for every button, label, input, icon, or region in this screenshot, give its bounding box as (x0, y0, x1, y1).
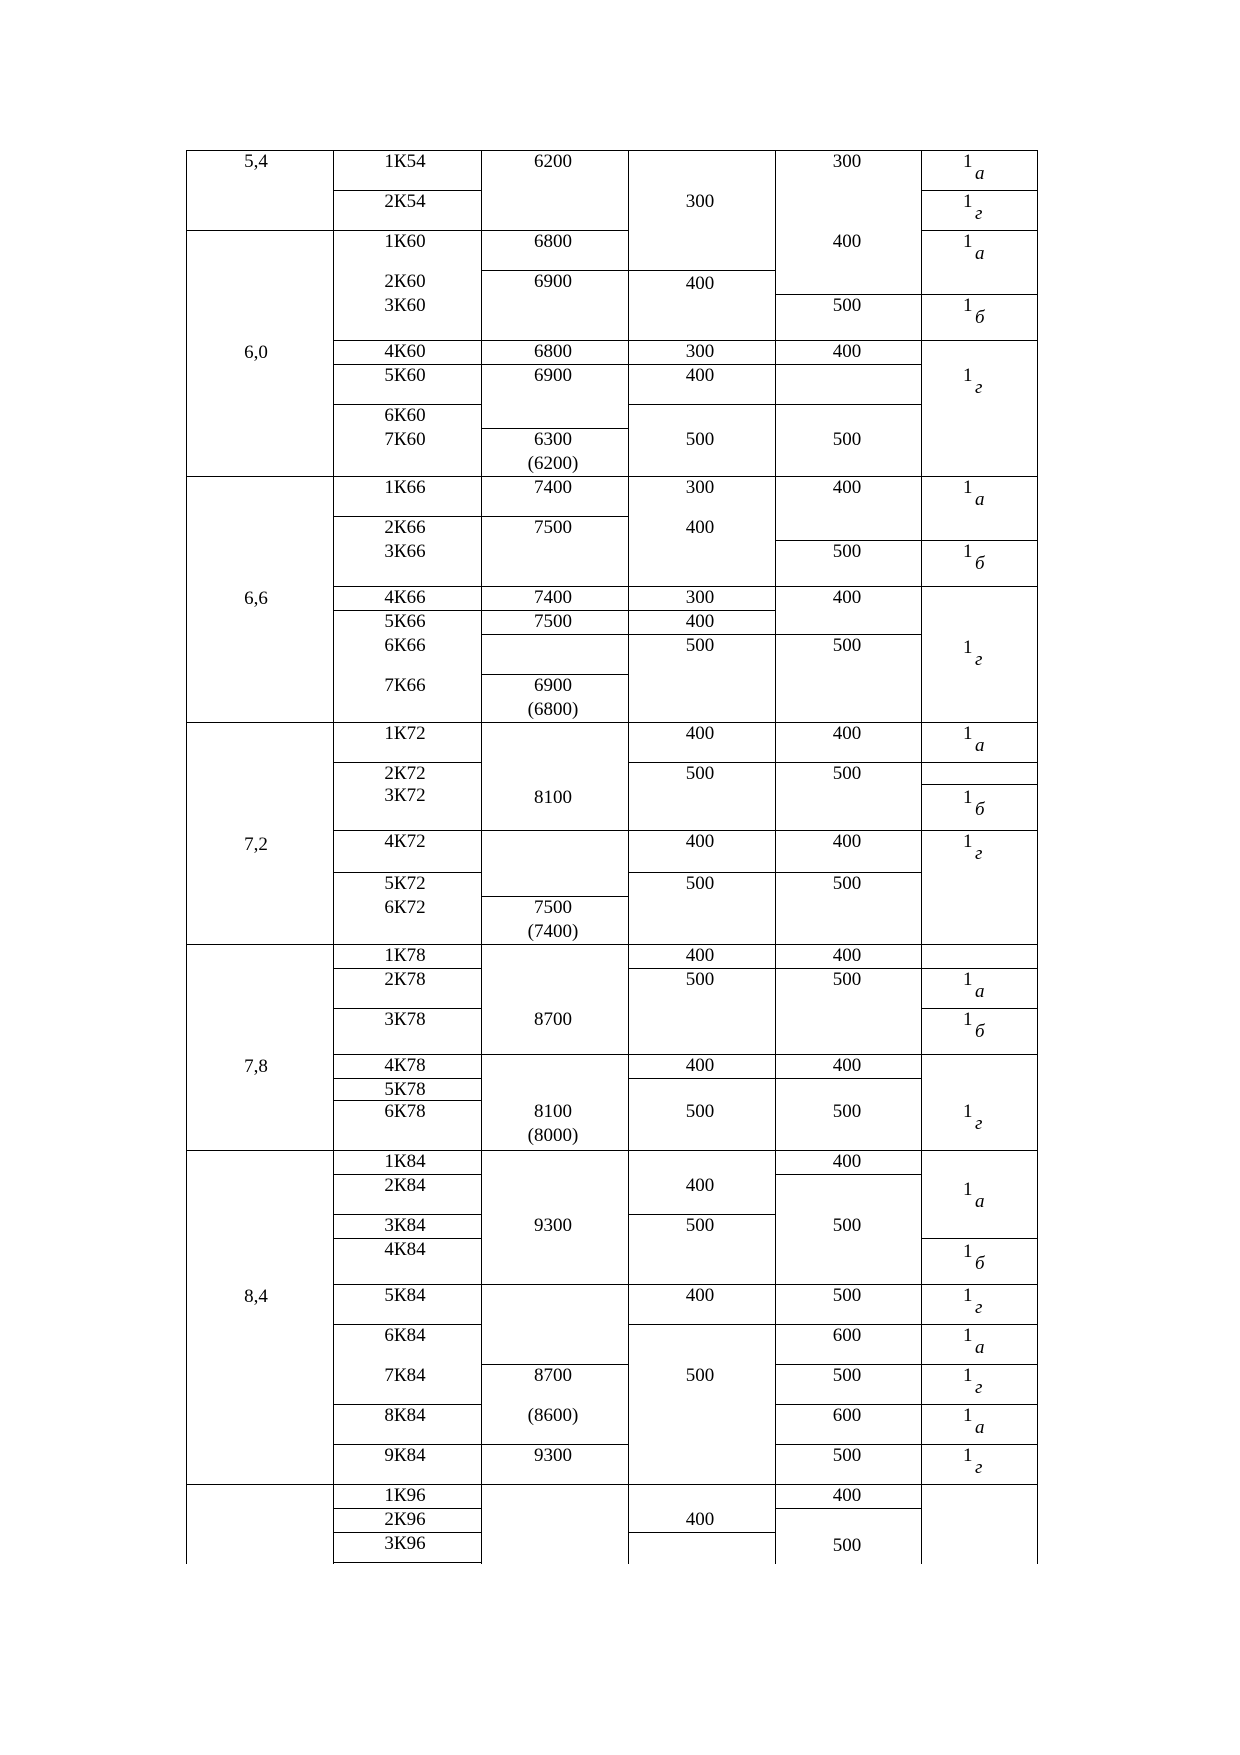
grid-line-h (628, 1532, 776, 1533)
type-number: 1 (963, 295, 973, 316)
grid-line-h (921, 1238, 1038, 1239)
type-letter: б (975, 553, 985, 574)
grid-line-h (333, 1444, 629, 1445)
grid-line-h (628, 872, 922, 873)
type-designation (963, 1241, 985, 1274)
type-designation (963, 787, 985, 820)
mark-cell: 5К60 (384, 365, 426, 386)
mark-cell: 4К60 (384, 341, 426, 362)
grid-line-h (186, 150, 1038, 151)
mark-cell: 3К84 (384, 1215, 426, 1236)
mass-cell: 8100 (534, 787, 572, 808)
type-designation (963, 365, 983, 398)
col5-cell: 400 (832, 831, 862, 852)
col5-cell: 300 (832, 151, 862, 172)
mark-cell: 4К84 (384, 1239, 426, 1260)
mark-cell: 3К60 (384, 295, 426, 316)
type-number: 1 (963, 637, 973, 658)
type-designation (963, 1405, 985, 1438)
type-number: 1 (963, 831, 973, 852)
mark-cell: 5К78 (384, 1079, 426, 1100)
type-letter: а (975, 1191, 985, 1212)
span-value: 8,4 (244, 1286, 268, 1307)
type-letter: г (975, 1297, 983, 1318)
type-designation (963, 151, 985, 184)
grid-line-h (775, 1404, 1038, 1405)
type-number: 1 (963, 969, 973, 990)
mark-cell: 4К66 (384, 587, 426, 608)
mark-cell: 2К84 (384, 1175, 426, 1196)
grid-line-h (186, 476, 1038, 477)
type-designation (963, 541, 985, 574)
col5-cell: 500 (832, 295, 862, 316)
grid-line-h (921, 784, 1038, 785)
col4-cell: 500 (685, 873, 715, 894)
mass-alt-cell: (7400) (527, 921, 579, 942)
grid-line-h (186, 1484, 1038, 1485)
type-number: 1 (963, 1365, 973, 1386)
type-number: 1 (963, 1179, 973, 1200)
type-designation (963, 231, 985, 264)
mark-cell: 7К84 (384, 1365, 426, 1386)
span-value: 6,0 (244, 342, 268, 363)
type-letter: б (975, 307, 985, 328)
mark-cell: 1К78 (384, 945, 426, 966)
mass-cell: 6800 (534, 341, 572, 362)
mass-cell: 6900 (534, 675, 572, 696)
mark-cell: 1К66 (384, 477, 426, 498)
mark-cell: 6К84 (384, 1325, 426, 1346)
span-value: 7,8 (244, 1056, 268, 1077)
type-number: 1 (963, 1325, 973, 1346)
type-number: 1 (963, 1445, 973, 1466)
mark-cell: 5К84 (384, 1285, 426, 1306)
grid-line-h (921, 230, 1038, 231)
mark-cell: 1К54 (384, 151, 426, 172)
col4-cell: 300 (685, 191, 715, 212)
grid-line-h (186, 944, 1038, 945)
mark-cell: 2К60 (384, 271, 426, 292)
type-number: 1 (963, 231, 973, 252)
mass-cell: 7500 (534, 897, 572, 918)
type-letter: г (975, 843, 983, 864)
col4-cell: 500 (685, 429, 715, 450)
col4-cell: 500 (685, 635, 715, 656)
col4-cell: 300 (685, 477, 715, 498)
type-designation (963, 1445, 983, 1478)
col4-cell: 500 (685, 1365, 715, 1386)
col4-cell: 500 (685, 763, 715, 784)
col4-cell: 400 (685, 365, 715, 386)
grid-line-h (775, 1508, 922, 1509)
mark-cell: 1К84 (384, 1151, 426, 1172)
mark-cell: 8К84 (384, 1405, 426, 1426)
grid-line-h (921, 190, 1038, 191)
mass-cell: 7400 (534, 477, 572, 498)
type-designation (963, 723, 985, 756)
type-letter: г (975, 649, 983, 670)
type-designation (963, 1101, 983, 1134)
col4-cell: 300 (685, 587, 715, 608)
col5-cell: 400 (832, 477, 862, 498)
grid-line-h (921, 1008, 1038, 1009)
mass-alt-cell: (6800) (527, 699, 579, 720)
col5-cell: 400 (832, 231, 862, 252)
mark-cell: 7К66 (384, 675, 426, 696)
mass-cell: 6900 (534, 365, 572, 386)
mark-cell: 4К72 (384, 831, 426, 852)
grid-line-h (481, 270, 776, 271)
type-number: 1 (963, 1009, 973, 1030)
col5-cell: 400 (832, 1055, 862, 1076)
type-number: 1 (963, 1285, 973, 1306)
mass-cell: 9300 (534, 1215, 572, 1236)
type-number: 1 (963, 1405, 973, 1426)
type-designation (963, 1325, 985, 1358)
mass-cell: 8100 (534, 1101, 572, 1122)
col5-cell: 500 (832, 969, 862, 990)
grid-line-h (775, 1174, 922, 1175)
span-value: 7,2 (244, 834, 268, 855)
mass-cell: 6900 (534, 271, 572, 292)
type-letter: б (975, 1021, 985, 1042)
type-designation (963, 477, 985, 510)
grid-line-v (921, 150, 922, 1564)
grid-line-v (628, 150, 629, 1564)
mark-cell: 3К96 (384, 1533, 426, 1554)
col5-cell: 500 (832, 635, 862, 656)
mass-cell: 9300 (534, 1445, 572, 1466)
type-letter: а (975, 1337, 985, 1358)
type-designation (963, 637, 983, 670)
col4-cell: 500 (685, 1215, 715, 1236)
col4-cell: 400 (685, 945, 715, 966)
type-letter: г (975, 1377, 983, 1398)
col5-cell: 600 (832, 1405, 862, 1426)
mark-cell: 2К66 (384, 517, 426, 538)
col5-cell: 500 (832, 1101, 862, 1122)
mark-cell: 6К78 (384, 1101, 426, 1122)
type-number: 1 (963, 787, 973, 808)
type-number: 1 (963, 723, 973, 744)
type-letter: а (975, 163, 985, 184)
grid-line-h (775, 1364, 1038, 1365)
mark-cell: 2К78 (384, 969, 426, 990)
col4-cell: 400 (685, 517, 715, 538)
col5-cell: 500 (832, 1535, 862, 1556)
col5-cell: 600 (832, 1325, 862, 1346)
mass-cell: 7400 (534, 587, 572, 608)
type-number: 1 (963, 365, 973, 386)
type-designation (963, 1179, 985, 1212)
col4-cell: 300 (685, 341, 715, 362)
mark-cell: 2К96 (384, 1509, 426, 1530)
col4-cell: 400 (685, 723, 715, 744)
mark-cell: 3К66 (384, 541, 426, 562)
mass-cell: 8700 (534, 1365, 572, 1386)
col5-cell: 500 (832, 873, 862, 894)
grid-line-v (333, 150, 334, 1564)
type-letter: б (975, 1253, 985, 1274)
type-letter: а (975, 243, 985, 264)
col5-cell: 400 (832, 723, 862, 744)
col5-cell: 500 (832, 763, 862, 784)
grid-line-v (481, 150, 482, 1564)
type-number: 1 (963, 191, 973, 212)
col5-cell: 500 (832, 1285, 862, 1306)
mass-alt-cell: (8000) (527, 1125, 579, 1146)
mass-cell: 6300 (534, 429, 572, 450)
type-designation (963, 1365, 983, 1398)
mass-cell: 8700 (534, 1009, 572, 1030)
mark-cell: 1К72 (384, 723, 426, 744)
grid-line-h (186, 1150, 1038, 1151)
type-number: 1 (963, 1101, 973, 1122)
col4-cell: 500 (685, 1101, 715, 1122)
type-designation (963, 831, 983, 864)
grid-line-h (186, 722, 1038, 723)
mark-cell: 9К84 (384, 1445, 426, 1466)
mark-cell: 3К72 (384, 785, 426, 806)
mark-cell: 1К60 (384, 231, 426, 252)
col5-cell: 500 (832, 429, 862, 450)
grid-line-v (1037, 150, 1038, 1564)
mass-alt-cell: (6200) (527, 453, 579, 474)
col4-cell: 400 (685, 1175, 715, 1196)
type-designation (963, 1285, 983, 1318)
col4-cell: 500 (685, 969, 715, 990)
grid-line-h (775, 1444, 1038, 1445)
col4-cell: 400 (685, 831, 715, 852)
type-letter: г (975, 1457, 983, 1478)
col4-cell: 400 (685, 273, 715, 294)
col4-cell: 400 (685, 1509, 715, 1530)
type-letter: б (975, 799, 985, 820)
mass-cell: (8600) (527, 1405, 579, 1426)
grid-line-h (628, 404, 922, 405)
grid-line-h (775, 540, 1038, 541)
col5-cell: 400 (832, 1485, 862, 1506)
mass-cell: 7500 (534, 611, 572, 632)
type-letter: а (975, 981, 985, 1002)
col5-cell: 400 (832, 1151, 862, 1172)
span-value: 6,6 (244, 588, 268, 609)
type-number: 1 (963, 541, 973, 562)
mark-cell: 5К72 (384, 873, 426, 894)
type-letter: а (975, 1417, 985, 1438)
mark-cell: 4К78 (384, 1055, 426, 1076)
type-designation (963, 295, 985, 328)
type-letter: а (975, 489, 985, 510)
span-value: 5,4 (244, 151, 268, 172)
type-designation (963, 191, 983, 224)
type-letter: а (975, 735, 985, 756)
type-number: 1 (963, 477, 973, 498)
mass-cell: 6800 (534, 231, 572, 252)
grid-line-h (333, 516, 629, 517)
grid-line-h (775, 294, 1038, 295)
col4-cell: 400 (685, 1055, 715, 1076)
type-letter: г (975, 1113, 983, 1134)
type-letter: г (975, 203, 983, 224)
col4-cell: 400 (685, 1285, 715, 1306)
mass-cell: 7500 (534, 517, 572, 538)
col5-cell: 500 (832, 1445, 862, 1466)
mark-cell: 3К78 (384, 1009, 426, 1030)
type-number: 1 (963, 1241, 973, 1262)
mark-cell: 2К72 (384, 763, 426, 784)
mark-cell: 6К72 (384, 897, 426, 918)
col5-cell: 500 (832, 1215, 862, 1236)
mass-cell: 6200 (534, 151, 572, 172)
mark-cell: 1К96 (384, 1485, 426, 1506)
type-letter: г (975, 377, 983, 398)
grid-line-h (628, 1078, 922, 1079)
col5-cell: 400 (832, 945, 862, 966)
col5-cell: 500 (832, 541, 862, 562)
grid-line-h (333, 1562, 482, 1563)
type-designation (963, 969, 985, 1002)
col4-cell: 400 (685, 611, 715, 632)
grid-line-v (186, 150, 187, 1564)
grid-line-v (775, 150, 776, 1564)
mark-cell: 2К54 (384, 191, 426, 212)
mark-cell: 5К66 (384, 611, 426, 632)
col5-cell: 500 (832, 1365, 862, 1386)
type-number: 1 (963, 151, 973, 172)
type-designation (963, 1009, 985, 1042)
mark-cell: 6К60 (384, 405, 426, 426)
mark-cell: 7К60 (384, 429, 426, 450)
mark-cell: 6К66 (384, 635, 426, 656)
col5-cell: 400 (832, 587, 862, 608)
col5-cell: 400 (832, 341, 862, 362)
